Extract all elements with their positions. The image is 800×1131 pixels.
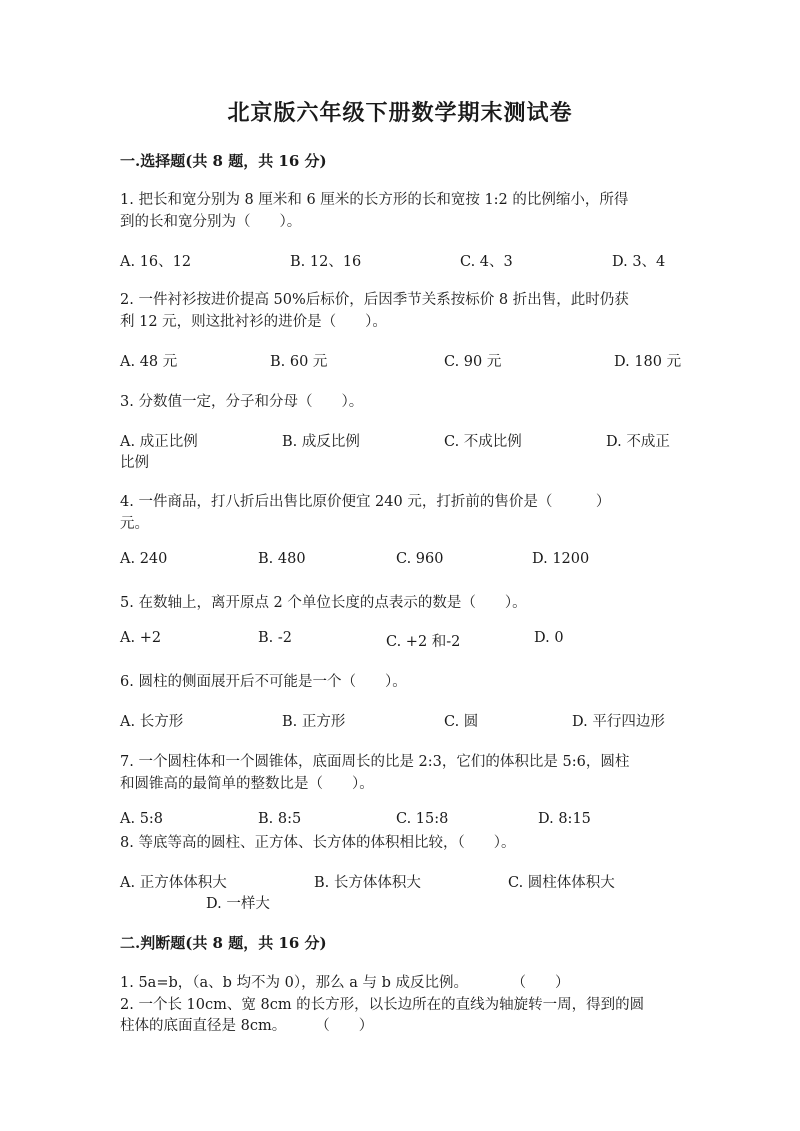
question-1-option-a: A. 16、12 xyxy=(120,254,192,270)
page-title: 北京版六年级下册数学期末测试卷 xyxy=(227,100,573,126)
question-2-option-a: A. 48 元 xyxy=(120,354,178,370)
question-7-text: 7. 一个圆柱体和一个圆锥体，底面周长的比是 2:3，它们的体积比是 5:6，圆柱 xyxy=(120,754,630,770)
question-3-option-a: A. 成正比例 xyxy=(120,434,198,450)
question-3-text: 3. 分数值一定，分子和分母（ ）。 xyxy=(120,394,364,410)
judgement-2-text: 2. 一个长 10cm、宽 8cm 的长方形，以长边所在的直线为轴旋转一周，得到的圆 xyxy=(120,997,645,1013)
section-heading-judgement: 二.判断题(共 8 题，共 16 分) xyxy=(120,934,327,952)
question-5-option-b: B. -2 xyxy=(258,630,292,646)
question-4-option-d: D. 1200 xyxy=(532,551,590,567)
question-7-option-d: D. 8:15 xyxy=(538,811,591,827)
question-4-option-a: A. 240 xyxy=(120,551,168,567)
question-3-option-d-wrap: 比例 xyxy=(120,455,149,471)
question-7-option-c: C. 15:8 xyxy=(396,811,449,827)
question-4-text-cont: 元。 xyxy=(120,516,149,532)
question-8-option-c: C. 圆柱体体积大 xyxy=(508,875,615,891)
question-2-option-b: B. 60 元 xyxy=(270,354,328,370)
question-4-option-b: B. 480 xyxy=(258,551,306,567)
question-8-option-b: B. 长方体体积大 xyxy=(314,875,421,891)
question-3-option-c: C. 不成比例 xyxy=(444,434,522,450)
question-4-text: 4. 一件商品，打八折后出售比原价便宜 240 元，打折前的售价是（ ） xyxy=(120,494,611,510)
question-4-option-c: C. 960 xyxy=(396,551,444,567)
question-2-option-d: D. 180 元 xyxy=(614,354,682,370)
question-1-option-b: B. 12、16 xyxy=(290,254,362,270)
judgement-2-text-cont: 柱体的底面直径是 8cm。 （ ） xyxy=(120,1018,374,1034)
question-5-option-d: D. 0 xyxy=(534,630,564,646)
question-1-text-cont: 到的长和宽分别为（ ）。 xyxy=(120,214,302,230)
question-2-text: 2. 一件衬衫按进价提高 50%后标价，后因季节关系按标价 8 折出售，此时仍获 xyxy=(120,292,629,308)
question-7-text-cont: 和圆锥高的最简单的整数比是（ ）。 xyxy=(120,776,374,792)
question-5-text: 5. 在数轴上，离开原点 2 个单位长度的点表示的数是（ ）。 xyxy=(120,595,527,611)
question-6-text: 6. 圆柱的侧面展开后不可能是一个（ ）。 xyxy=(120,674,407,690)
question-8-text: 8. 等底等高的圆柱、正方体、长方体的体积相比较，（ ）。 xyxy=(120,835,516,851)
question-5-option-c: C. +2 和-2 xyxy=(386,634,461,650)
question-3-option-b: B. 成反比例 xyxy=(282,434,360,450)
question-6-option-d: D. 平行四边形 xyxy=(572,714,665,730)
question-6-option-b: B. 正方形 xyxy=(282,714,346,730)
question-3-option-d: D. 不成正 xyxy=(606,434,670,450)
question-5-option-a: A. +2 xyxy=(120,630,162,646)
question-6-option-c: C. 圆 xyxy=(444,714,479,730)
question-8-option-d: D. 一样大 xyxy=(206,896,270,912)
question-2-option-c: C. 90 元 xyxy=(444,354,502,370)
question-2-text-cont: 利 12 元，则这批衬衫的进价是（ ）。 xyxy=(120,314,387,330)
question-1-text: 1. 把长和宽分别为 8 厘米和 6 厘米的长方形的长和宽按 1:2 的比例缩小，所得 xyxy=(120,192,629,208)
question-6-option-a: A. 长方形 xyxy=(120,714,184,730)
question-1-option-d: D. 3、4 xyxy=(612,254,666,270)
question-7-option-a: A. 5:8 xyxy=(120,811,164,827)
question-1-option-c: C. 4、3 xyxy=(460,254,513,270)
question-7-option-b: B. 8:5 xyxy=(258,811,302,827)
judgement-1-text: 1. 5a=b，（a、b 均不为 0），那么 a 与 b 成反比例。 （ ） xyxy=(120,975,570,991)
question-8-option-a: A. 正方体体积大 xyxy=(120,875,227,891)
section-heading-choice: 一.选择题(共 8 题，共 16 分) xyxy=(120,152,327,170)
